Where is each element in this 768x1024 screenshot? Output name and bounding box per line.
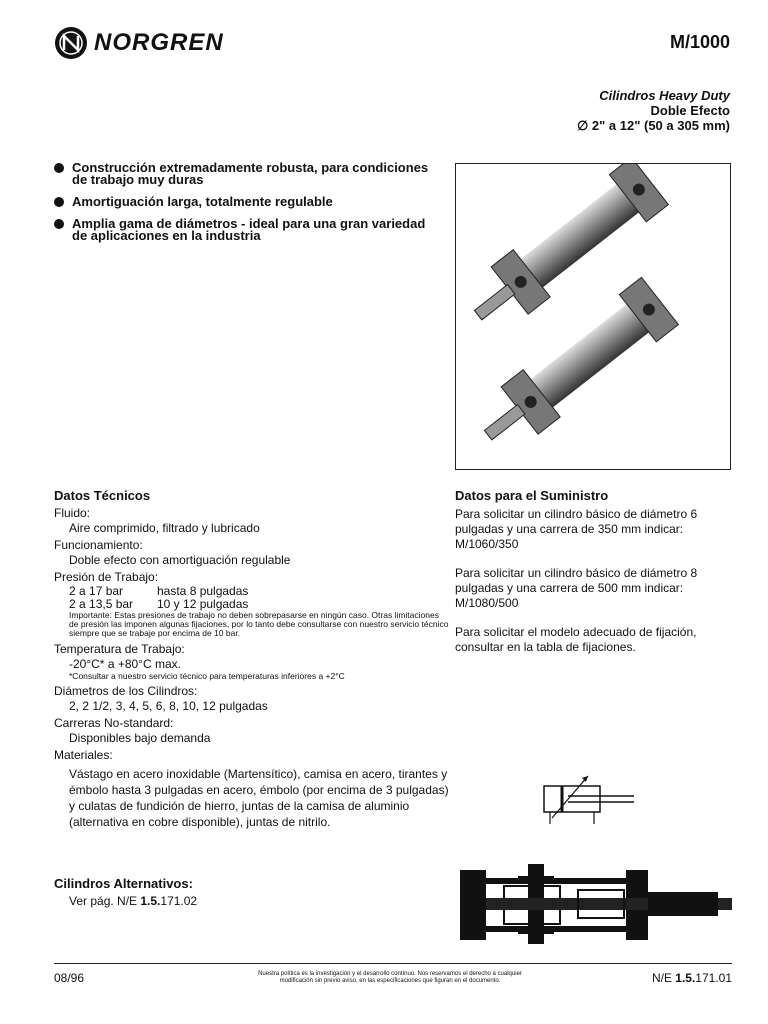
pressure-note: Importante: Estas presiones de trabajo no deben sobrepasarse en ningún caso. Otras limitaciones de presión las imponen algunas fijaciones, por lo tanto debe consultarse con nuestro servicio técnico siempre que se trabaje por encima de 10 bar. — [69, 610, 449, 638]
temperature-label: Temperatura de Trabajo: — [54, 642, 185, 656]
cross-section-drawing — [458, 856, 734, 952]
subtitle-line-1: Cilindros Heavy Duty — [599, 88, 730, 103]
subtitle-line-2: Doble Efecto — [650, 103, 730, 118]
bullet-icon — [54, 197, 64, 207]
operation-label: Funcionamiento: — [54, 538, 143, 552]
strokes-value: Disponibles bajo demanda — [69, 731, 211, 745]
product-photo — [455, 163, 731, 470]
temperature-note: *Consultar a nuestro servicio técnico para temperaturas inferiores a +2°C — [69, 671, 345, 681]
pneumatic-symbol-icon — [538, 772, 638, 828]
alternative-cylinders — [54, 876, 197, 908]
technical-data — [54, 488, 449, 830]
alternatives-title: Cilindros Alternativos: — [54, 876, 193, 891]
product-subtitle — [577, 88, 730, 133]
footer-disclaimer: Nuestra política es la investigación y el desarrollo contínuo. Nos reservamos el derecho a cualquier modificación sin previo aviso, en las especificaciones que figuran en el documento. — [258, 971, 522, 984]
subtitle-line-3: ∅ 2" a 12" (50 a 305 mm) — [576, 118, 730, 133]
supply-paragraph: Para solicitar el modelo adecuado de fijación, consultar en la tabla de fijaciones. — [455, 625, 697, 654]
supply-title: Datos para el Suministro — [455, 488, 609, 503]
technical-data-title: Datos Técnicos — [54, 488, 151, 503]
feature-item: Construcción extremadamente robusta, para condiciones de trabajo muy duras — [54, 162, 434, 186]
pressure-row: 2 a 13,5 bar 10 y 12 pulgadas — [69, 597, 249, 611]
materials-label: Materiales: — [54, 748, 113, 762]
fluid-value: Aire comprimido, filtrado y lubricado — [69, 521, 260, 535]
supply-paragraph: Para solicitar un cilindro básico de diámetro 8 pulgadas y una carrera de 500 mm indicar: M/1080/500 — [455, 566, 698, 610]
operation-value: Doble efecto con amortiguación regulable — [69, 553, 291, 567]
materials-value: Vástago en acero inoxidable (Martensítico), camisa en acero, tirantes y émbolo hasta 3 pulgadas en acero, émbolo (por encima de 3 pulgadas) y culatas de fundición de hierro, juntas de la camisa de aluminio (alternativa en cobre disponible), juntas de nitrilo. — [69, 767, 449, 829]
fluid-label: Fluido: — [54, 506, 91, 520]
cylinders-illustration — [456, 164, 730, 469]
temperature-value: -20°C* a +80°C max. — [69, 657, 181, 671]
feature-item: Amplia gama de diámetros - ideal para una gran variedad de aplicaciones en la industria — [54, 218, 434, 242]
alternatives-reference[interactable]: Ver pág. N/E 1.5.171.02 — [69, 894, 198, 908]
supply-data — [455, 488, 745, 669]
pressure-row: 2 a 17 bar hasta 8 pulgadas — [69, 584, 249, 598]
footer-date: 08/96 — [54, 971, 85, 985]
bullet-icon — [54, 163, 64, 173]
brand-logo — [54, 26, 224, 60]
norgren-emblem-icon — [54, 26, 88, 60]
bullet-icon — [54, 219, 64, 229]
feature-item: Amortiguación larga, totalmente regulable — [54, 196, 434, 208]
diameters-value: 2, 2 1/2, 3, 4, 5, 6, 8, 10, 12 pulgadas — [69, 699, 268, 713]
supply-paragraph: Para solicitar un cilindro básico de diámetro 6 pulgadas y una carrera de 350 mm indicar: M/1060/350 — [455, 507, 698, 551]
brand-name: NORGREN — [94, 29, 224, 56]
footer-divider — [54, 963, 732, 964]
document-code: M/1000 — [669, 32, 730, 52]
strokes-label: Carreras No-standard: — [54, 716, 174, 730]
diameters-label: Diámetros de los Cilindros: — [54, 684, 198, 698]
feature-list — [54, 162, 434, 252]
pressure-label: Presión de Trabajo: — [54, 570, 159, 584]
footer-reference: N/E 1.5.171.01 — [651, 971, 732, 985]
